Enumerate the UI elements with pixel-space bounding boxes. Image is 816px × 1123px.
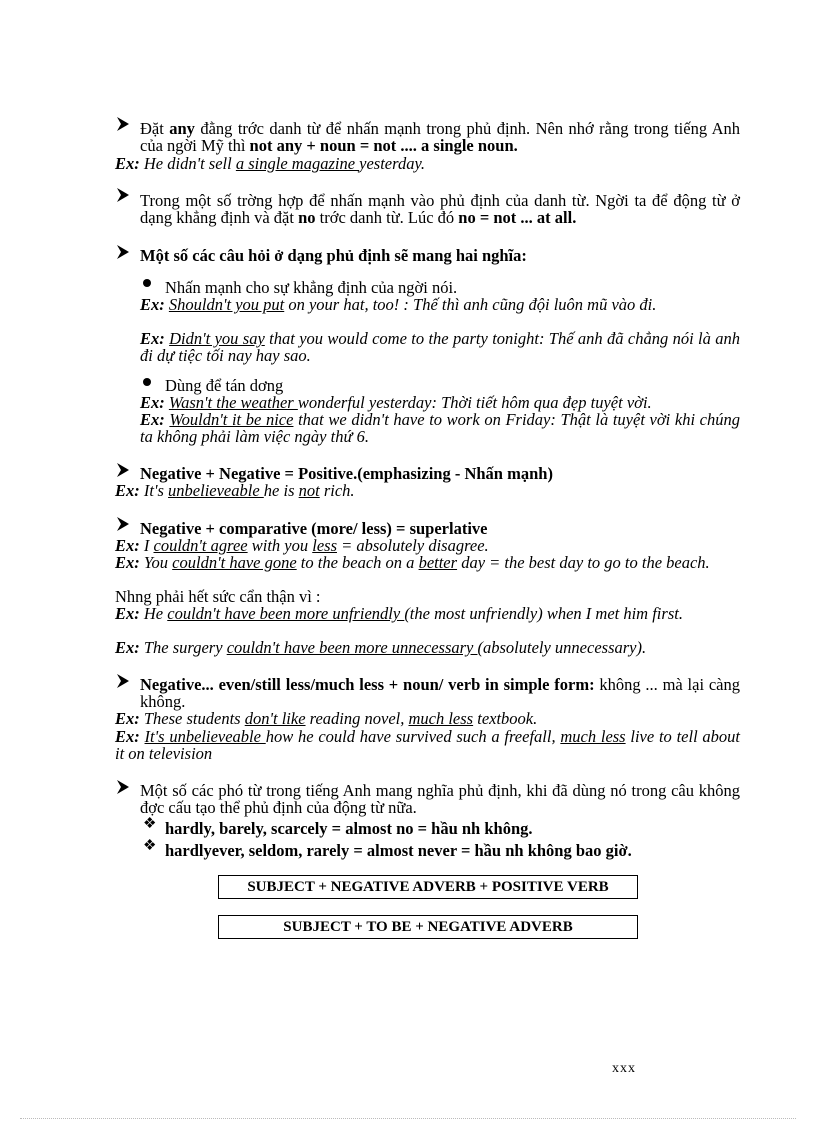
example-12: Ex: It's unbelieveable how he could have survived such a freefall, much less live to tell about it on television: [115, 727, 741, 763]
section-any-emphasis: Đặt any đằng trớc danh từ để nhấn mạnh trong phủ định. Nên nhớ rằng trong tiếng Anh của ngời Mỹ thì not any + noun = not .... a single noun.: [140, 119, 740, 155]
arrow-bullet-icon: [115, 673, 135, 689]
section-much-less: Negative... even/still less/much less + noun/ verb in simple form: không ... mà lại càng không.: [140, 675, 740, 711]
dot-bullet-icon: [143, 378, 151, 386]
example-8: Ex: You couldn't have gone to the beach on a better day = the best day to go to the beach.: [115, 553, 710, 572]
section-negative-adverbs: Một số các phó từ trong tiếng Anh mang nghĩa phủ định, khi đã dùng nó trong câu không đợc cấu tạo thể phủ định của động từ nữa.: [140, 781, 740, 817]
section-double-negative: Negative + Negative = Positive.(emphasizing - Nhấn mạnh): [140, 464, 553, 483]
arrow-bullet-icon: [115, 779, 135, 795]
arrow-bullet-icon: [115, 462, 135, 478]
page-number: xxx: [612, 1061, 636, 1076]
page-bottom-divider: [20, 1118, 796, 1119]
bullet-affirmation: Nhấn mạnh cho sự khẳng định của ngời nói.: [165, 278, 458, 297]
example-11: Ex: These students don't like reading novel, much less textbook.: [115, 709, 538, 728]
formula-box-to-be: SUBJECT + TO BE + NEGATIVE ADVERB: [218, 915, 638, 939]
example-2: Ex: Shouldn't you put on your hat, too! : Thế thì anh cũng đội luôn mũ vào đi.: [140, 295, 657, 314]
example-7: Ex: I couldn't agree with you less = absolutely disagree.: [115, 536, 489, 555]
section-negative-questions: Một số các câu hỏi ở dạng phủ định sẽ mang hai nghĩa:: [140, 246, 527, 265]
adverbs-hardly: hardly, barely, scarcely = almost no = hầu nh không.: [165, 819, 533, 838]
section-no-emphasis: Trong một số trờng hợp để nhấn mạnh vào phủ định của danh từ. Ngời ta để động từ ở dạng khẳng định và đặt no trớc danh từ. Lúc đó no = not ... at all.: [140, 191, 740, 227]
example-6: Ex: It's unbelieveable he is not rich.: [115, 481, 355, 500]
adverbs-hardly-ever: hardlyever, seldom, rarely = almost never = hầu nh không bao giờ.: [165, 841, 632, 860]
example-1: Ex: He didn't sell a single magazine yesterday.: [115, 154, 425, 173]
example-10: Ex: The surgery couldn't have been more unnecessary (absolutely unnecessary).: [115, 638, 647, 657]
example-3: Ex: Didn't you say that you would come to the party tonight: Thế anh đã chẳng nói là anh đi dự tiệc tối nay hay sao.: [140, 329, 740, 365]
example-4: Ex: Wasn't the weather wonderful yesterday: Thời tiết hôm qua đẹp tuyệt vời.: [140, 393, 652, 412]
diamond-bullet-icon: ❖: [143, 838, 157, 854]
arrow-bullet-icon: [115, 244, 135, 260]
dot-bullet-icon: [143, 279, 151, 287]
formula-box-positive-verb: SUBJECT + NEGATIVE ADVERB + POSITIVE VERB: [218, 875, 638, 899]
arrow-bullet-icon: [115, 116, 135, 132]
caution-note: Nhng phải hết sức cẩn thận vì :: [115, 587, 321, 606]
section-negative-comparative: Negative + comparative (more/ less) = superlative: [140, 519, 488, 538]
example-9: Ex: He couldn't have been more unfriendly (the most unfriendly) when I met him first.: [115, 604, 683, 623]
arrow-bullet-icon: [115, 187, 135, 203]
diamond-bullet-icon: ❖: [143, 816, 157, 832]
bullet-praise: Dùng để tán dơng: [165, 376, 284, 395]
arrow-bullet-icon: [115, 516, 135, 532]
example-5: Ex: Wouldn't it be nice that we didn't have to work on Friday: Thật là tuyệt vời khi chúng ta không phải làm việc ngày thứ 6.: [140, 410, 741, 446]
